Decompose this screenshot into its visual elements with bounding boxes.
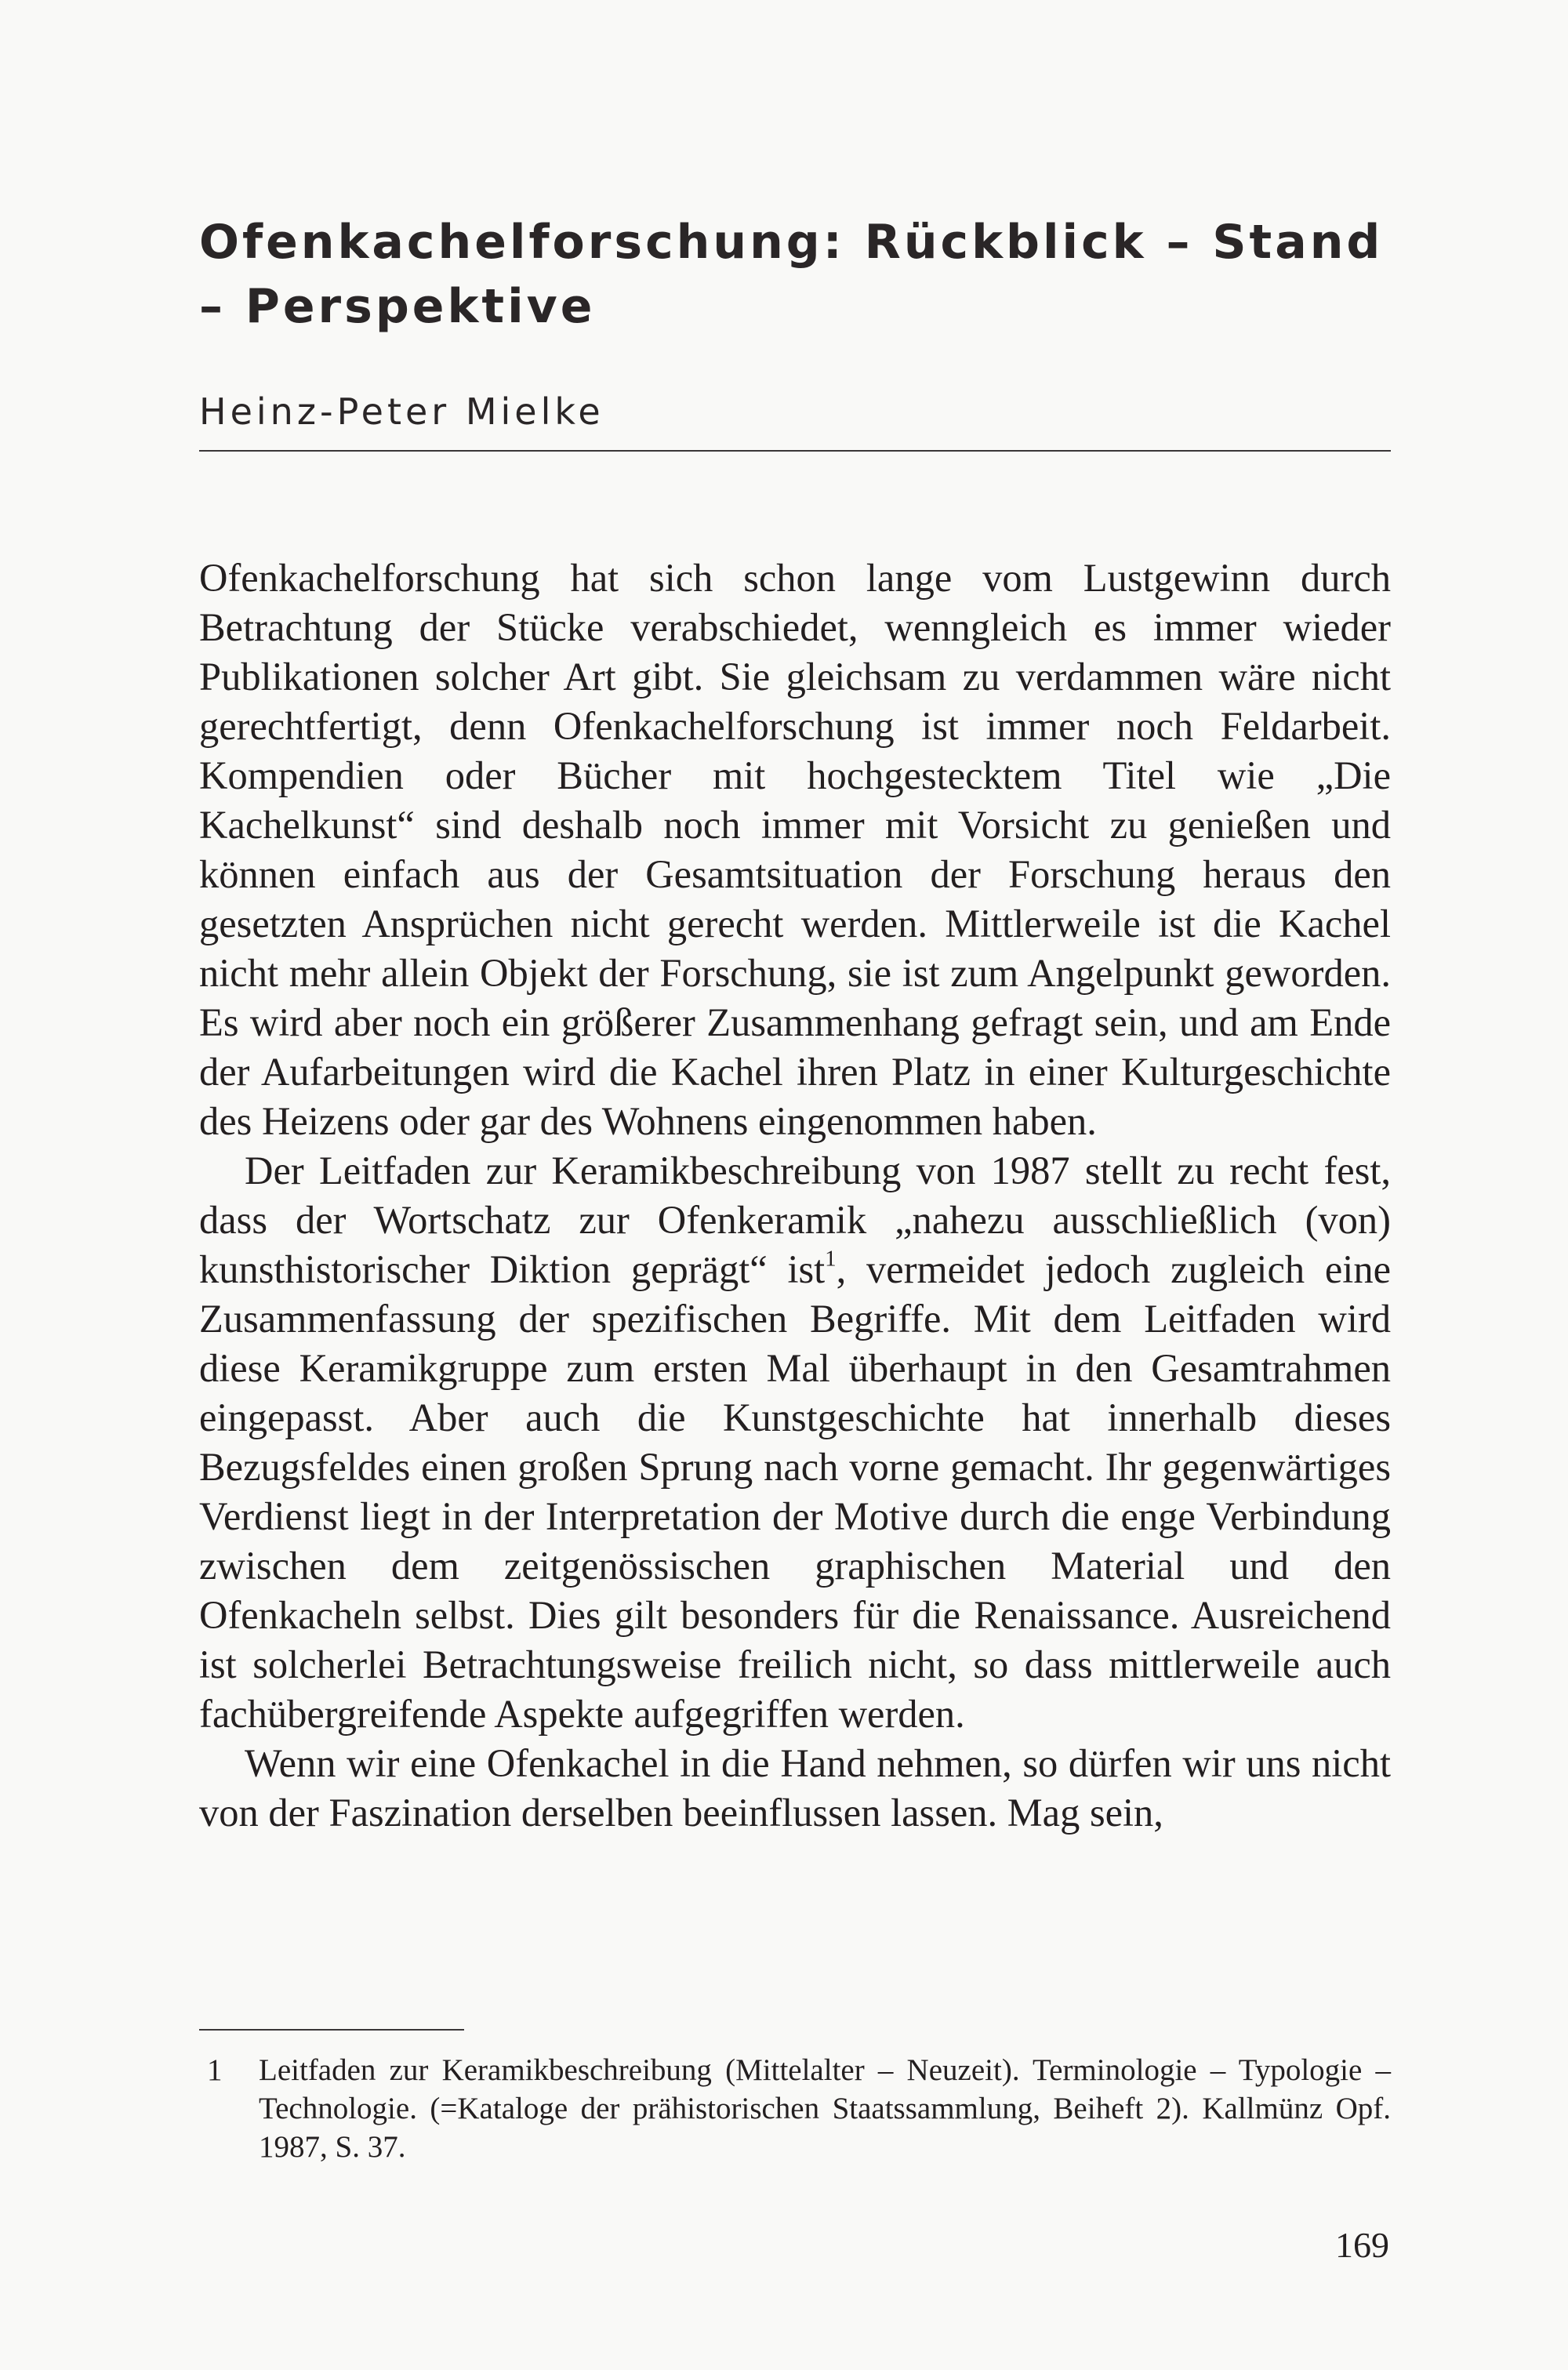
body-paragraph-2 xyxy=(199,1146,1391,1739)
article-title: Ofenkachelforschung: Rückblick – Stand – Perspektive xyxy=(199,215,1384,334)
page-number: 169 xyxy=(1335,2225,1389,2265)
body-paragraph-3: Wenn wir eine Ofenkachel in die Hand nehmen, so dürfen wir uns nicht von der Faszination derselben beeinflussen lassen. Mag sein, xyxy=(199,1741,1391,1835)
body-paragraph-2-part-1: Der Leitfaden zur Keramikbeschreibung von 1987 stellt zu recht fest, dass der Wortschatz zur Ofenkeramik „nahezu ausschließlich (von) kunsthistorischer Diktion geprägt“ ist xyxy=(199,1149,1391,1291)
title-divider xyxy=(199,450,1391,452)
footnote xyxy=(199,2051,1391,2166)
footnote-divider xyxy=(199,2029,464,2031)
article-author: Heinz-Peter Mielke xyxy=(199,390,604,433)
body-paragraph-2-part-2: , vermeidet jedoch zugleich eine Zusammenfassung der spezifischen Begriffe. Mit dem Leitfaden wird diese Keramikgruppe zum ersten Mal überhaupt in den Gesamtrahmen eingepasst. Aber auch die Kunstgeschichte hat innerhalb dieses Bezugsfeldes einen großen Sprung nach vorne gemacht. Ihr gegenwärtiges Verdienst liegt in der Interpretation der Motive durch die enge Verbindung zwischen dem zeitgenössischen graphischen Material und den Ofenkacheln selbst. Dies gilt besonders für die Renaissance. Ausreichend ist solcherlei Betrachtungsweise freilich nicht, so dass mittlerweile auch fachübergreifende Aspekte aufgegriffen werden. xyxy=(199,1247,1391,1736)
body-paragraph-1: Ofenkachelforschung hat sich schon lange vom Lustgewinn durch Betrachtung der Stücke verabschiedet, wenngleich es immer wieder Publikationen solcher Art gibt. Sie gleichsam zu verdammen wäre nicht gerechtfertigt, denn Ofenkachelforschung ist immer noch Feldarbeit. Kompendien oder Bücher mit hochgestecktem Titel wie „Die Kachelkunst“ sind deshalb noch immer mit Vorsicht zu genießen und können einfach aus der Gesamtsituation der Forschung heraus den gesetzten Ansprüchen nicht gerecht werden. Mittlerweile ist die Kachel nicht mehr allein Objekt der Forschung, sie ist zum Angelpunkt geworden. Es wird aber noch ein größerer Zusammenhang gefragt sein, und am Ende der Aufarbeitungen wird die Kachel ihren Platz in einer Kulturgeschichte des Heizens oder gar des Wohnens eingenommen haben. xyxy=(199,556,1391,1143)
footnote-text: Leitfaden zur Keramikbeschreibung (Mittelalter – Neuzeit). Terminologie – Typologie – Technologie. (=Kataloge der prähistorischen Staatssammlung, Beiheft 2). Kallmünz Opf. 1987, S. 37. xyxy=(259,2053,1391,2164)
footnote-number: 1 xyxy=(207,2053,223,2087)
article-body xyxy=(199,553,1391,1838)
footnote-reference[interactable]: 1 xyxy=(825,1246,837,1272)
